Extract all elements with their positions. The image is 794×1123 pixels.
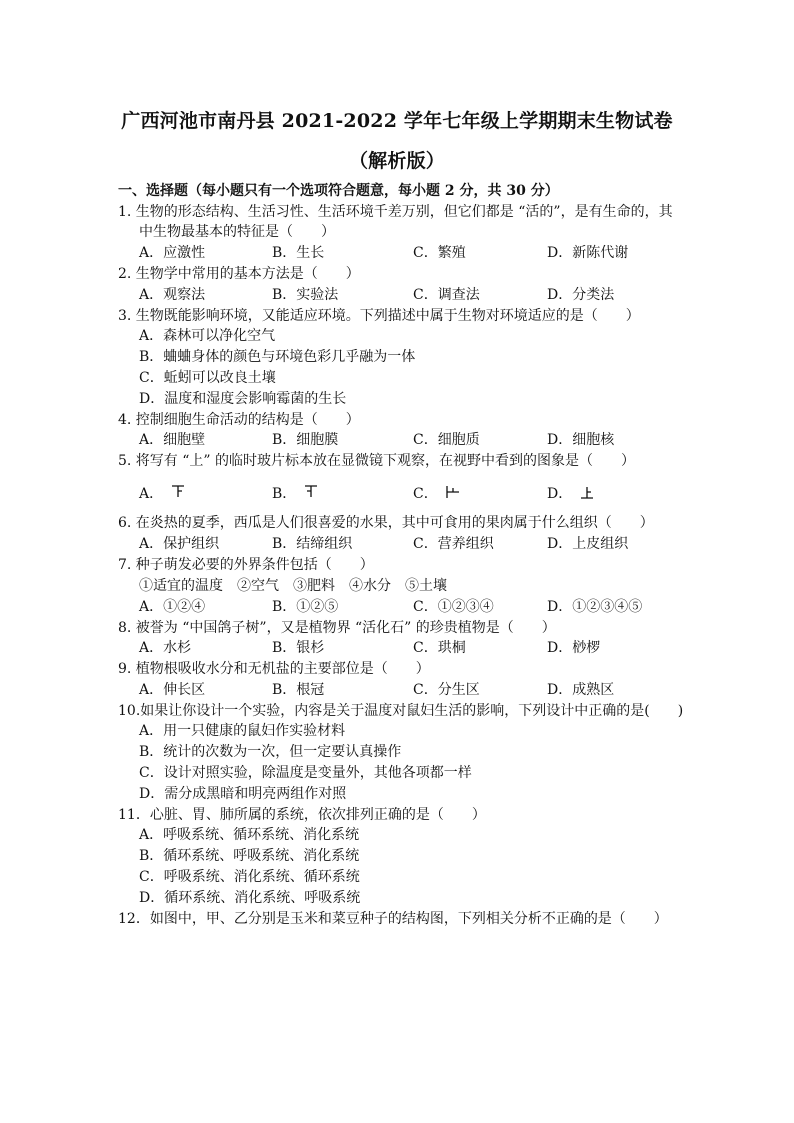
q9-option-c: C．分生区 xyxy=(413,682,480,698)
q5-option-a-label: A． xyxy=(139,486,164,502)
upright-shang-glyph xyxy=(578,484,596,500)
rotated-shang-glyph xyxy=(444,484,462,500)
q9-option-d: D．成熟区 xyxy=(547,682,615,698)
question-5-stem: 5. 将写有 “上” 的临时玻片标本放在显微镜下观察，在视野中看到的图象是（ ） xyxy=(118,453,636,469)
q1-option-c: C．繁殖 xyxy=(413,245,466,261)
page-title: 广西河池市南丹县 2021-2022 学年七年级上学期期末生物试卷 xyxy=(121,110,673,132)
q3-option-d: D．温度和湿度会影响霉菌的生长 xyxy=(139,391,347,407)
q11-option-b: B．循环系统、呼吸系统、消化系统 xyxy=(139,848,360,864)
flipped-shang-glyph xyxy=(302,484,320,500)
q10-option-b: B．统计的次数为一次，但一定要认真操作 xyxy=(139,744,402,760)
q1-option-d: D．新陈代谢 xyxy=(547,245,629,261)
q11-option-c: C．呼吸系统、消化系统、循环系统 xyxy=(139,869,360,885)
question-3-stem: 3. 生物既能影响环境，又能适应环境。下列描述中属于生物对环境适应的是（ ） xyxy=(118,308,640,324)
q6-option-a: A．保护组织 xyxy=(139,536,220,552)
question-1-stem-cont: 中生物最基本的特征是（ ） xyxy=(139,224,335,240)
q5-option-b-label: B． xyxy=(272,486,297,502)
q1-option-b: B．生长 xyxy=(272,245,325,261)
q4-option-a: A．细胞壁 xyxy=(139,432,206,448)
q7-option-c: C．①②③④ xyxy=(413,599,494,615)
q2-option-c: C．调查法 xyxy=(413,287,480,303)
q5-option-a xyxy=(139,484,187,503)
q5-option-b xyxy=(272,484,320,503)
q2-option-b: B．实验法 xyxy=(272,287,339,303)
q11-option-a: A．呼吸系统、循环系统、消化系统 xyxy=(139,827,360,843)
question-6-stem: 6. 在炎热的夏季，西瓜是人们很喜爱的水果，其中可食用的果肉属于什么组织（ ） xyxy=(118,515,654,531)
question-8-stem: 8. 被誉为 “中国鸽子树”，又是植物界 “活化石” 的珍贵植物是（ ） xyxy=(118,620,556,636)
question-12-stem: 12．如图中，甲、乙分别是玉米和菜豆种子的结构图，下列相关分析不正确的是（ ） xyxy=(118,911,668,927)
q2-option-a: A．观察法 xyxy=(139,287,206,303)
q7-option-d: D．①②③④⑤ xyxy=(547,599,643,615)
q10-option-d: D．需分成黑暗和明亮两组作对照 xyxy=(139,786,347,802)
inverted-shang-glyph xyxy=(169,484,187,500)
q8-option-d: D．桫椤 xyxy=(547,640,601,656)
q7-option-b: B．①②⑤ xyxy=(272,599,339,615)
q1-option-a: A．应激性 xyxy=(139,245,206,261)
q3-option-c: C．蚯蚓可以改良土壤 xyxy=(139,370,276,386)
section-heading: 一、选择题（每小题只有一个选项符合题意，每小题 2 分，共 30 分） xyxy=(118,183,559,199)
q7-option-a: A．①②④ xyxy=(139,599,206,615)
q3-option-a: A．森林可以净化空气 xyxy=(139,328,276,344)
q4-option-b: B．细胞膜 xyxy=(272,432,339,448)
question-1-stem: 1. 生物的形态结构、生活习性、生活环境千差万别，但它们都是 “活的”，是有生命的，其 xyxy=(118,204,673,220)
q11-option-d: D．循环系统、消化系统、呼吸系统 xyxy=(139,890,361,906)
q5-option-c-label: C． xyxy=(413,486,438,502)
q9-option-a: A．伸长区 xyxy=(139,682,206,698)
question-4-stem: 4. 控制细胞生命活动的结构是（ ） xyxy=(118,412,360,428)
question-9-stem: 9. 植物根吸收水分和无机盐的主要部位是（ ） xyxy=(118,661,430,677)
q3-option-b: B．蛐蛐身体的颜色与环境色彩几乎融为一体 xyxy=(139,349,416,365)
q10-option-c: C．设计对照实验，除温度是变量外，其他各项都一样 xyxy=(139,765,472,781)
q8-option-a: A．水杉 xyxy=(139,640,192,656)
question-2-stem: 2. 生物学中常用的基本方法是（ ） xyxy=(118,266,360,282)
q6-option-d: D．上皮组织 xyxy=(547,536,629,552)
q4-option-d: D．细胞核 xyxy=(547,432,615,448)
q4-option-c: C．细胞质 xyxy=(413,432,480,448)
page-subtitle: （解析版） xyxy=(348,150,445,172)
q6-option-c: C．营养组织 xyxy=(413,536,494,552)
q8-option-b: B．银杉 xyxy=(272,640,325,656)
q7-conditions: ①适宜的温度 ②空气 ③肥料 ④水分 ⑤土壤 xyxy=(139,578,447,594)
q10-option-a: A．用一只健康的鼠妇作实验材料 xyxy=(139,723,346,739)
question-11-stem: 11．心脏、胃、肺所属的系统，依次排列正确的是（ ） xyxy=(118,807,486,823)
question-7-stem: 7. 种子萌发必要的外界条件包括（ ） xyxy=(118,557,374,573)
q5-option-c xyxy=(413,484,462,503)
q2-option-d: D．分类法 xyxy=(547,287,615,303)
q5-option-d-label: D． xyxy=(547,486,573,502)
question-10-stem: 10.如果让你设计一个实验，内容是关于温度对鼠妇生活的影响，下列设计中正确的是( ) xyxy=(118,703,684,719)
q8-option-c: C．珙桐 xyxy=(413,640,466,656)
q6-option-b: B．结缔组织 xyxy=(272,536,353,552)
q9-option-b: B．根冠 xyxy=(272,682,325,698)
q5-option-d xyxy=(547,484,596,503)
